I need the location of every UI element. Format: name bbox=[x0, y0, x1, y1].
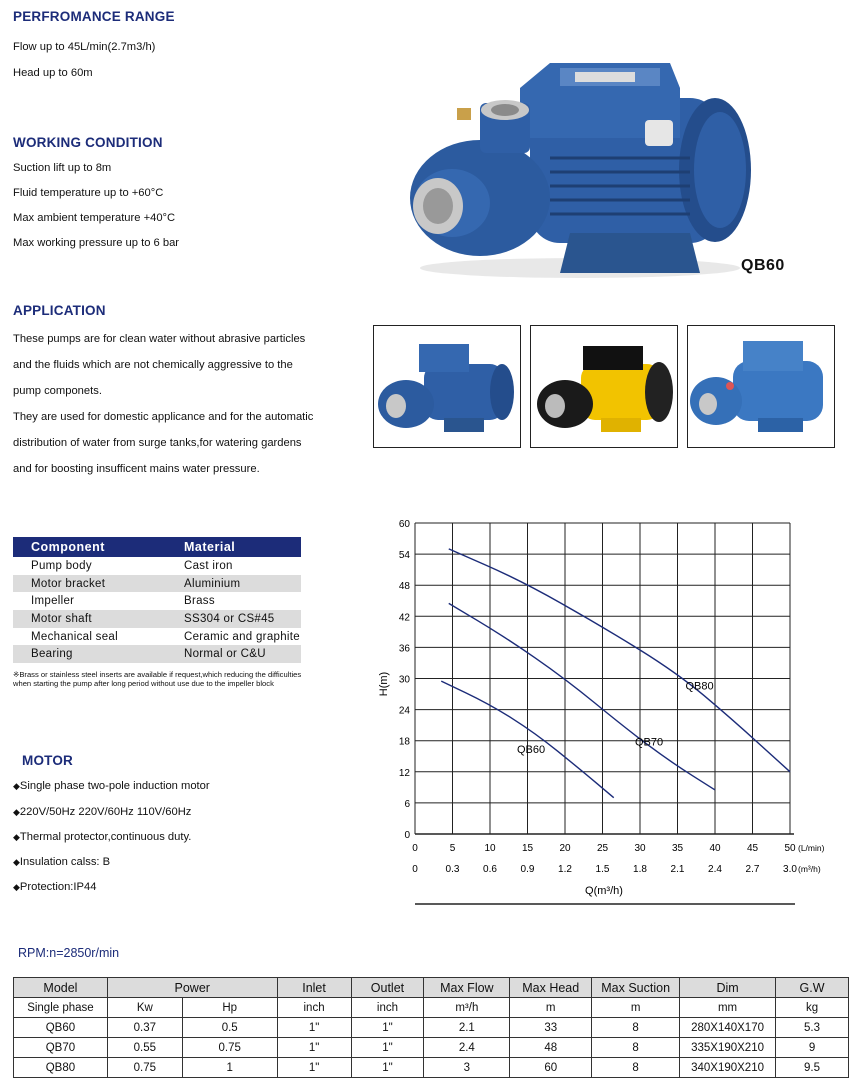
spec-table bbox=[13, 977, 849, 1078]
x-unit-top: (L/min) bbox=[798, 843, 825, 853]
component-cell: Impeller bbox=[31, 595, 75, 608]
x-unit-bottom: (m³/h) bbox=[798, 864, 821, 874]
header-dim: Dim bbox=[680, 978, 776, 998]
material-cell: Cast iron bbox=[184, 559, 233, 572]
y-tick-label: 30 bbox=[398, 674, 410, 686]
table-cell: 33 bbox=[510, 1018, 592, 1038]
material-cell: Brass bbox=[184, 595, 215, 608]
x-tick-label-m3h: 2.7 bbox=[745, 864, 760, 875]
component-table bbox=[13, 537, 301, 663]
y-tick-label: 36 bbox=[398, 643, 410, 655]
unit-cell: inch bbox=[277, 998, 351, 1018]
x-tick-label-m3h: 2.4 bbox=[708, 864, 722, 875]
x-tick-label-lmin: 5 bbox=[449, 843, 456, 854]
pump-qb60-image bbox=[400, 48, 760, 283]
header-gw: G.W bbox=[776, 978, 849, 998]
application-line: distribution of water from surge tanks,for watering gardens bbox=[13, 437, 302, 449]
performance-line: Flow up to 45L/min(2.7m3/h) bbox=[13, 41, 156, 53]
table-cell: 2.4 bbox=[424, 1038, 510, 1058]
table-row bbox=[14, 1038, 849, 1058]
x-tick-label-lmin: 50 bbox=[784, 843, 796, 854]
x-tick-label-lmin: 45 bbox=[746, 843, 759, 854]
x-tick-label-lmin: 15 bbox=[521, 843, 534, 854]
table-cell: 9 bbox=[776, 1038, 849, 1058]
chart-grid bbox=[415, 523, 794, 834]
working-line: Max working pressure up to 6 bar bbox=[13, 237, 180, 249]
motor-line-text: Thermal protector,continuous duty. bbox=[19, 831, 192, 843]
table-cell: QB70 bbox=[14, 1038, 108, 1058]
application-line: pump componets. bbox=[13, 385, 102, 397]
motor-line bbox=[13, 831, 191, 843]
x-tick-label-m3h: 3.0 bbox=[783, 864, 797, 875]
y-tick-label: 42 bbox=[398, 612, 410, 624]
y-tick-label: 0 bbox=[404, 830, 410, 841]
motor-line bbox=[13, 881, 96, 893]
table-cell: 1 bbox=[182, 1058, 277, 1078]
working-line: Max ambient temperature +40°C bbox=[13, 212, 176, 224]
y-tick-label: 6 bbox=[404, 798, 410, 810]
x-tick-label-m3h: 0.6 bbox=[483, 864, 497, 875]
x-tick-label-m3h: 1.8 bbox=[633, 864, 647, 875]
table-cell: 335X190X210 bbox=[680, 1038, 776, 1058]
x-tick-label-m3h: 2.1 bbox=[670, 864, 685, 875]
x-tick-label-origin: 0 bbox=[412, 864, 418, 875]
table-cell: 60 bbox=[510, 1058, 592, 1078]
table-cell: 0.75 bbox=[182, 1038, 277, 1058]
table-cell: QB80 bbox=[14, 1058, 108, 1078]
application-line: These pumps are for clean water without abrasive particles bbox=[13, 333, 306, 345]
x-tick-label-lmin: 40 bbox=[709, 843, 721, 854]
application-heading: APPLICATION bbox=[13, 303, 106, 318]
motor-line-text: Insulation calss: B bbox=[19, 856, 111, 868]
table-cell: 1" bbox=[351, 1018, 424, 1038]
table-cell: 9.5 bbox=[776, 1058, 849, 1078]
table-cell: 340X190X210 bbox=[680, 1058, 776, 1078]
x-tick-label-lmin: 30 bbox=[634, 843, 646, 854]
component-cell: Motor shaft bbox=[13, 610, 166, 628]
table-cell: 8 bbox=[592, 1018, 680, 1038]
motor-line bbox=[13, 780, 210, 792]
y-tick-label: 18 bbox=[398, 736, 410, 748]
series-label: QB80 bbox=[685, 680, 714, 693]
working-line: Suction lift up to 8m bbox=[13, 162, 112, 174]
x-tick-label-m3h: 0.9 bbox=[520, 864, 535, 875]
x-tick-label-lmin: 35 bbox=[671, 843, 684, 854]
material-cell: Ceramic and graphite bbox=[184, 630, 300, 643]
bullet-icon: ◆ bbox=[13, 882, 20, 892]
table-cell: 0.75 bbox=[107, 1058, 182, 1078]
bullet-icon: ◆ bbox=[13, 807, 20, 817]
table-cell: QB60 bbox=[14, 1018, 108, 1038]
pump-blue-image bbox=[373, 325, 521, 448]
unit-cell: Hp bbox=[182, 998, 277, 1018]
table-cell: 1" bbox=[277, 1018, 351, 1038]
y-tick-label: 54 bbox=[398, 550, 410, 562]
product-label: QB60 bbox=[741, 257, 785, 274]
table-cell: 1" bbox=[351, 1038, 424, 1058]
component-cell: Motor bracket bbox=[13, 575, 166, 593]
pump-blue-2-image bbox=[687, 325, 835, 448]
pump-yellow-image bbox=[530, 325, 678, 448]
table-cell: 2.1 bbox=[424, 1018, 510, 1038]
x-tick-label-m3h: 1.5 bbox=[595, 864, 610, 875]
header-outlet: Outlet bbox=[351, 978, 424, 998]
unit-cell: mm bbox=[680, 998, 776, 1018]
application-line: and the fluids which are not chemically aggressive to the bbox=[13, 359, 293, 371]
header-max-head: Max Head bbox=[510, 978, 592, 998]
x-tick-label-origin: 0 bbox=[412, 843, 418, 854]
table-cell: 1" bbox=[351, 1058, 424, 1078]
performance-heading: PERFROMANCE RANGE bbox=[13, 9, 175, 24]
working-heading: WORKING CONDITION bbox=[13, 135, 163, 150]
header-max-suction: Max Suction bbox=[592, 978, 680, 998]
spec-body bbox=[14, 1018, 849, 1078]
table-row bbox=[14, 1058, 849, 1078]
table-cell: 5.3 bbox=[776, 1018, 849, 1038]
series-label: QB60 bbox=[517, 743, 546, 756]
motor-line bbox=[13, 856, 110, 868]
unit-cell: kg bbox=[776, 998, 849, 1018]
y-axis-label: H(m) bbox=[378, 671, 390, 697]
x-tick-labels bbox=[412, 843, 797, 875]
application-line: and for boosting insufficent mains water pressure. bbox=[13, 463, 260, 475]
header-max-flow: Max Flow bbox=[424, 978, 510, 998]
material-cell: SS304 or CS#45 bbox=[166, 610, 301, 628]
table-cell: 280X140X170 bbox=[680, 1018, 776, 1038]
bullet-icon: ◆ bbox=[13, 781, 20, 791]
unit-cell: Single phase bbox=[14, 998, 108, 1018]
y-tick-label: 60 bbox=[398, 519, 410, 530]
table-cell: 3 bbox=[424, 1058, 510, 1078]
header-model: Model bbox=[14, 978, 108, 998]
table-cell: 1" bbox=[277, 1058, 351, 1078]
performance-line: Head up to 60m bbox=[13, 67, 93, 79]
x-tick-label-m3h: 0.3 bbox=[445, 864, 460, 875]
header-inlet: Inlet bbox=[277, 978, 351, 998]
component-cell: Pump body bbox=[31, 559, 92, 572]
unit-cell: inch bbox=[351, 998, 424, 1018]
unit-cell: m bbox=[592, 998, 680, 1018]
y-tick-labels bbox=[399, 519, 411, 841]
y-tick-label: 12 bbox=[398, 767, 410, 779]
material-cell: Aluminium bbox=[166, 575, 301, 593]
inserts-note: ※Brass or stainless steel inserts are available if request,which reducing the difficulties when starting the pump after long period without use due to the impeller block bbox=[13, 670, 302, 688]
component-cell: Mechanical seal bbox=[31, 630, 118, 643]
series-label: QB70 bbox=[635, 736, 664, 749]
motor-line bbox=[13, 806, 191, 818]
table-cell: 0.55 bbox=[107, 1038, 182, 1058]
motor-line-text: Single phase two-pole induction motor bbox=[19, 780, 210, 792]
table-cell: 1" bbox=[277, 1038, 351, 1058]
series-line-qb80 bbox=[449, 549, 790, 772]
table-cell: 0.37 bbox=[107, 1018, 182, 1038]
series-line-qb70 bbox=[449, 603, 715, 790]
unit-cell: m³/h bbox=[424, 998, 510, 1018]
table-row bbox=[14, 1018, 849, 1038]
x-axis-label: Q(m³/h) bbox=[585, 885, 623, 897]
performance-curve-chart bbox=[370, 512, 850, 907]
table-cell: 0.5 bbox=[182, 1018, 277, 1038]
material-header: Material bbox=[166, 537, 301, 557]
working-line: Fluid temperature up to +60°C bbox=[13, 187, 164, 199]
x-tick-label-m3h: 1.2 bbox=[558, 864, 572, 875]
bullet-icon: ◆ bbox=[13, 857, 20, 867]
table-cell: 48 bbox=[510, 1038, 592, 1058]
y-tick-label: 24 bbox=[398, 705, 410, 717]
component-header: Component bbox=[13, 537, 166, 557]
unit-cell: m bbox=[510, 998, 592, 1018]
material-cell: Normal or C&U bbox=[166, 645, 301, 663]
header-power: Power bbox=[107, 978, 277, 998]
application-line: They are used for domestic applicance and for the automatic bbox=[13, 411, 314, 423]
y-tick-label: 48 bbox=[398, 581, 410, 593]
motor-line-text: 220V/50Hz 220V/60Hz 110V/60Hz bbox=[19, 806, 192, 818]
table-cell: 8 bbox=[592, 1038, 680, 1058]
table-cell: 8 bbox=[592, 1058, 680, 1078]
motor-heading: MOTOR bbox=[22, 753, 73, 768]
bullet-icon: ◆ bbox=[13, 832, 20, 842]
motor-line-text: Protection:IP44 bbox=[19, 881, 97, 893]
chart-series bbox=[441, 549, 790, 798]
component-cell: Bearing bbox=[13, 645, 166, 663]
x-tick-label-lmin: 10 bbox=[484, 843, 496, 854]
x-tick-label-lmin: 25 bbox=[596, 843, 609, 854]
x-tick-label-lmin: 20 bbox=[559, 843, 571, 854]
rpm-label: RPM:n=2850r/min bbox=[18, 946, 120, 960]
unit-cell: Kw bbox=[107, 998, 182, 1018]
